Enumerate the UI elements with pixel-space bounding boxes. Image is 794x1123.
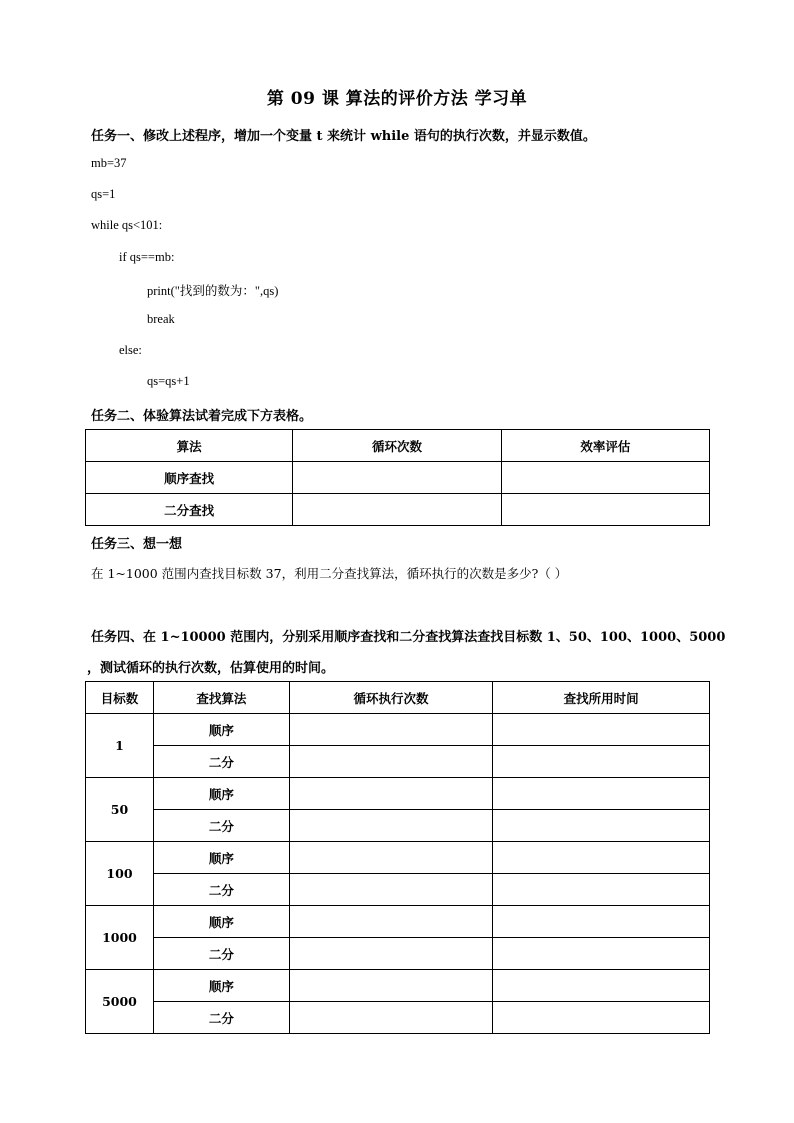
- algorithm-comparison-table: [85, 429, 710, 526]
- target-number-cell: 100: [86, 842, 154, 906]
- answer-cell[interactable]: [293, 462, 501, 494]
- target-number-cell: 1: [86, 714, 154, 778]
- answer-cell[interactable]: [289, 714, 493, 746]
- method-cell: 二分: [153, 874, 289, 906]
- answer-cell[interactable]: [493, 906, 710, 938]
- algorithm-name-cell: 二分查找: [86, 494, 293, 526]
- table-row: [86, 778, 710, 810]
- task4-heading-continued: ，测试循环的执行次数，估算使用的时间。: [87, 661, 335, 676]
- target-number-cell: 5000: [86, 970, 154, 1034]
- table-row: [86, 494, 710, 526]
- answer-cell[interactable]: [293, 494, 501, 526]
- answer-cell[interactable]: [289, 938, 493, 970]
- answer-cell[interactable]: [501, 494, 709, 526]
- answer-cell[interactable]: [493, 810, 710, 842]
- answer-cell[interactable]: [493, 842, 710, 874]
- method-cell: 顺序: [153, 970, 289, 1002]
- answer-cell[interactable]: [289, 746, 493, 778]
- method-cell: 二分: [153, 938, 289, 970]
- method-cell: 顺序: [153, 778, 289, 810]
- answer-cell[interactable]: [289, 906, 493, 938]
- table-row: [86, 810, 710, 842]
- answer-cell[interactable]: [493, 746, 710, 778]
- answer-cell[interactable]: [493, 938, 710, 970]
- table-row: [86, 842, 710, 874]
- page-title: 第 09 课 算法的评价方法 学习单: [266, 89, 528, 109]
- method-cell: 顺序: [153, 906, 289, 938]
- table-row: [86, 714, 710, 746]
- answer-cell[interactable]: [289, 810, 493, 842]
- target-number-cell: 1000: [86, 906, 154, 970]
- answer-cell[interactable]: [493, 778, 710, 810]
- code-line: print("找到的数为：",qs): [147, 284, 279, 298]
- answer-cell[interactable]: [289, 842, 493, 874]
- header-cell: 目标数: [86, 682, 154, 714]
- table-row: [86, 1002, 710, 1034]
- header-cell: 查找算法: [153, 682, 289, 714]
- code-line: while qs<101:: [91, 218, 163, 232]
- header-cell: 查找所用时间: [493, 682, 710, 714]
- code-line: if qs==mb:: [119, 250, 175, 264]
- search-timing-table: [85, 681, 710, 1034]
- target-number-cell: 50: [86, 778, 154, 842]
- code-line: qs=qs+1: [147, 374, 190, 388]
- answer-cell[interactable]: [493, 714, 710, 746]
- answer-cell[interactable]: [289, 778, 493, 810]
- code-line: qs=1: [91, 187, 116, 201]
- answer-cell[interactable]: [501, 462, 709, 494]
- answer-cell[interactable]: [493, 1002, 710, 1034]
- answer-cell[interactable]: [289, 874, 493, 906]
- algorithm-name-cell: 顺序查找: [86, 462, 293, 494]
- code-line: else:: [119, 343, 142, 357]
- answer-cell[interactable]: [493, 874, 710, 906]
- task3-question: 在 1~1000 范围内查找目标数 37，利用二分查找算法，循环执行的次数是多少?（ ）: [91, 566, 568, 581]
- header-cell: 效率评估: [501, 430, 709, 462]
- table-row: [86, 462, 710, 494]
- table-header-row: [86, 682, 710, 714]
- table-row: [86, 906, 710, 938]
- header-cell: 循环执行次数: [289, 682, 493, 714]
- code-line: break: [147, 312, 175, 326]
- answer-cell[interactable]: [493, 970, 710, 1002]
- answer-cell[interactable]: [289, 1002, 493, 1034]
- method-cell: 顺序: [153, 714, 289, 746]
- task2-heading: 任务二、体验算法试着完成下方表格。: [91, 409, 313, 424]
- table-header-row: [86, 430, 710, 462]
- method-cell: 二分: [153, 746, 289, 778]
- header-cell: 循环次数: [293, 430, 501, 462]
- table-row: [86, 746, 710, 778]
- code-line: mb=37: [91, 156, 127, 170]
- method-cell: 顺序: [153, 842, 289, 874]
- table-row: [86, 938, 710, 970]
- method-cell: 二分: [153, 1002, 289, 1034]
- answer-cell[interactable]: [289, 970, 493, 1002]
- method-cell: 二分: [153, 810, 289, 842]
- task4-heading: 任务四、在 1~10000 范围内，分别采用顺序查找和二分查找算法查找目标数 1、50、100、1000、5000: [91, 630, 726, 645]
- header-cell: 算法: [86, 430, 293, 462]
- table-row: [86, 874, 710, 906]
- table-row: [86, 970, 710, 1002]
- task1-heading: 任务一、修改上述程序，增加一个变量 t 来统计 while 语句的执行次数，并显示数值。: [91, 129, 596, 144]
- task3-heading: 任务三、想一想: [91, 537, 183, 552]
